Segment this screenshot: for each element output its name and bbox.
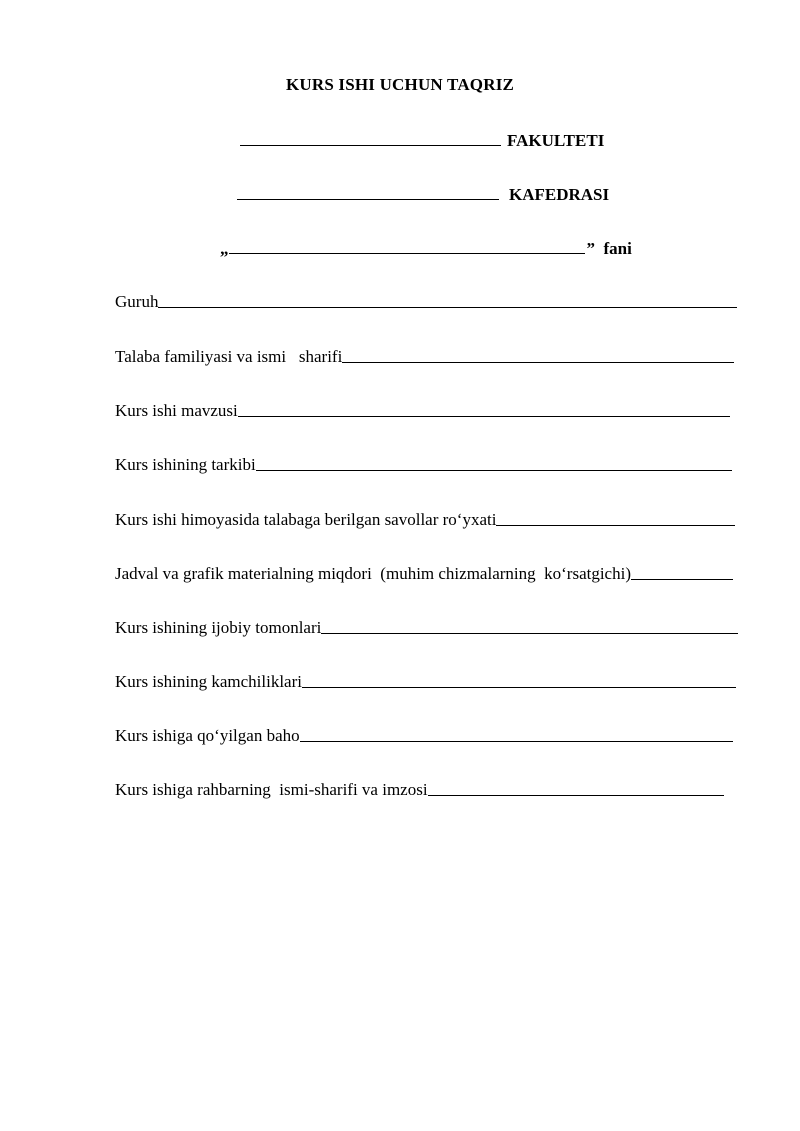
field-defense-questions bbox=[115, 510, 735, 530]
field-strengths bbox=[115, 618, 738, 638]
subject-open-quote: „ bbox=[220, 239, 229, 258]
field-label: Kurs ishiga rahbarning ismi-sharifi va imzosi bbox=[115, 780, 428, 799]
field-label: Guruh bbox=[115, 292, 159, 311]
field-label: Kurs ishining tarkibi bbox=[115, 455, 256, 474]
subject-line bbox=[220, 239, 632, 259]
field-weaknesses bbox=[115, 672, 736, 692]
field-blank[interactable] bbox=[342, 361, 734, 363]
field-label: Talaba familiyasi va ismi sharifi bbox=[115, 347, 343, 366]
department-line bbox=[237, 185, 609, 205]
field-label: Kurs ishiga qo‘yilgan baho bbox=[115, 726, 300, 745]
field-supervisor bbox=[115, 780, 724, 800]
field-student-name bbox=[115, 347, 734, 367]
faculty-line bbox=[240, 131, 604, 151]
field-label: Kurs ishi himoyasida talabaga berilgan savollar ro‘yxati bbox=[115, 510, 497, 529]
field-blank[interactable] bbox=[321, 632, 738, 634]
field-blank[interactable] bbox=[300, 740, 733, 742]
faculty-label: FAKULTETI bbox=[507, 131, 605, 150]
field-label: Kurs ishining ijobiy tomonlari bbox=[115, 618, 322, 637]
subject-label: fani bbox=[603, 239, 632, 258]
field-topic bbox=[115, 401, 730, 421]
field-blank[interactable] bbox=[428, 794, 724, 796]
field-blank[interactable] bbox=[158, 306, 737, 308]
field-label: Kurs ishi mavzusi bbox=[115, 401, 238, 420]
field-label: Kurs ishining kamchiliklari bbox=[115, 672, 302, 691]
field-grade bbox=[115, 726, 733, 746]
field-structure bbox=[115, 455, 732, 475]
field-group bbox=[115, 292, 737, 312]
department-label: KAFEDRASI bbox=[509, 185, 610, 204]
faculty-blank[interactable] bbox=[240, 144, 501, 146]
field-tables-graphics bbox=[115, 564, 733, 584]
field-blank[interactable] bbox=[238, 415, 730, 417]
field-blank[interactable] bbox=[631, 578, 733, 580]
field-blank[interactable] bbox=[302, 686, 736, 688]
subject-blank[interactable] bbox=[229, 252, 585, 254]
department-blank[interactable] bbox=[237, 198, 499, 200]
document-title: KURS ISHI UCHUN TAQRIZ bbox=[285, 75, 515, 94]
field-label: Jadval va grafik materialning miqdori (muhim chizmalarning ko‘rsatgichi) bbox=[115, 564, 631, 583]
field-blank[interactable] bbox=[256, 469, 732, 471]
subject-close-quote: ” bbox=[586, 239, 595, 258]
field-blank[interactable] bbox=[496, 524, 735, 526]
